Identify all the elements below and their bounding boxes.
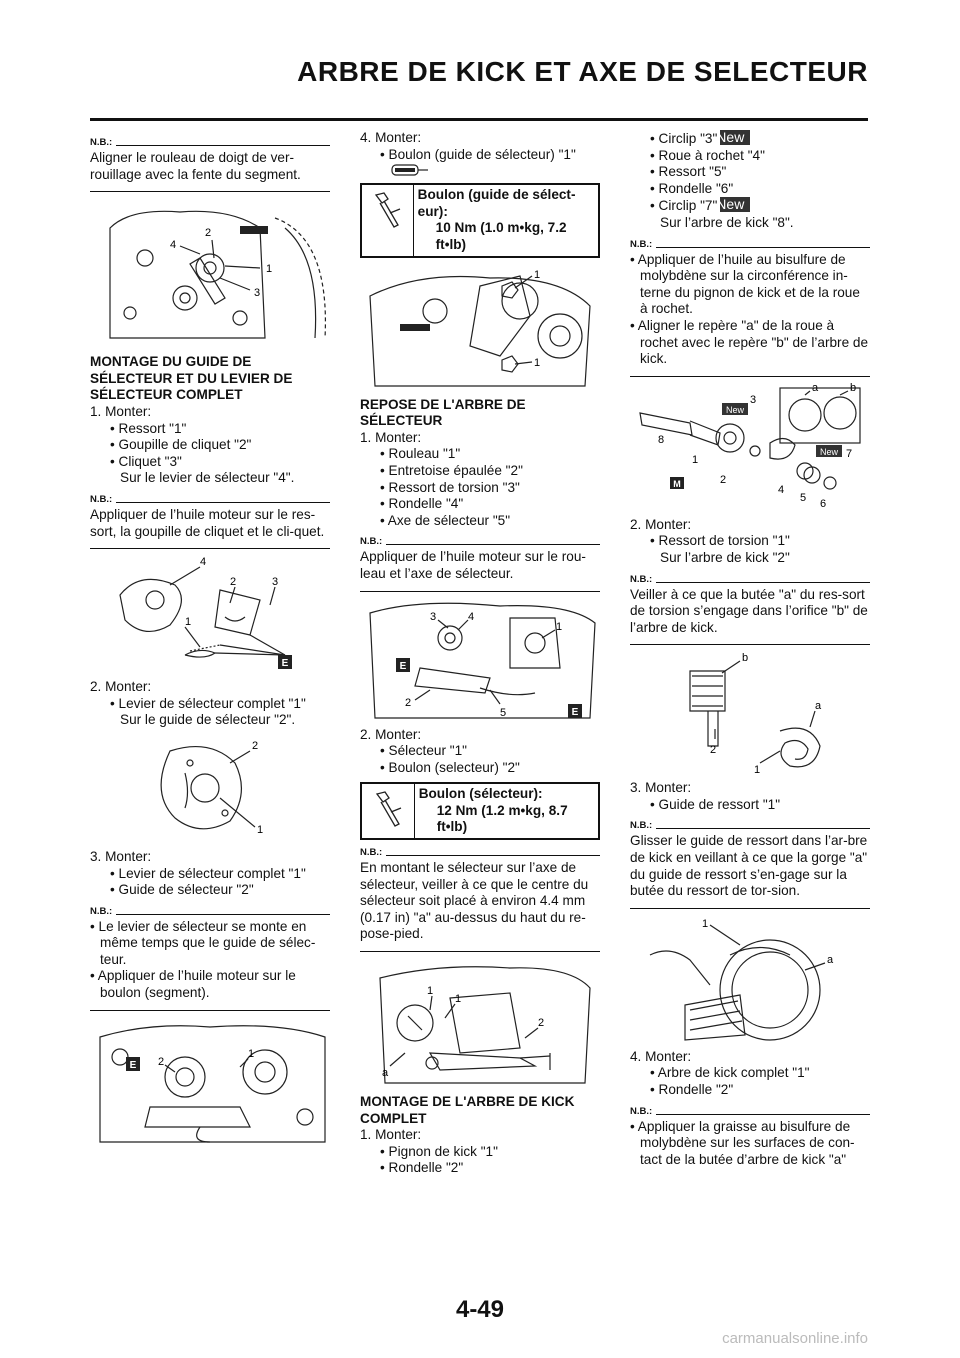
nb-text: En montant le sélecteur sur l’axe de sélecteur, veiller à ce que le centre du sélecteur soit placé à environ 4.4 mm (0.17 in) "a" au-dessus du haut du re-pose-pied. <box>360 860 589 942</box>
nb-text: Veiller à ce que la butée "a" du res-sort de torsion s’engage dans l’orifice "b" de l’arbre de kick. <box>630 586 868 635</box>
callout-b: b <box>850 382 857 394</box>
step-label: 1. Monter: <box>360 429 422 445</box>
step-label: 1. Monter: <box>360 1127 422 1143</box>
list-item: • Guide de ressort "1" <box>630 797 870 814</box>
list-item: • Arbre de kick complet "1" <box>630 1065 870 1082</box>
shift-guide-plate-figure <box>90 733 330 845</box>
callout-1: 1 <box>534 356 541 369</box>
callout-8: 8 <box>658 433 665 446</box>
torque-title: Boulon (guide de sélect-eur): <box>417 187 576 219</box>
callout-2: 2 <box>252 739 259 752</box>
callout-1: 1 <box>534 268 541 281</box>
nb-label: N.B.: <box>630 820 653 832</box>
sub-text: Sur l’arbre de kick "8". <box>660 214 794 230</box>
watermark: carmanualsonline.info <box>722 1330 868 1347</box>
nb-header <box>630 240 870 250</box>
torque-wrench-icon <box>371 788 405 828</box>
list-item: • Rondelle "2" <box>630 1082 870 1099</box>
nb-label: N.B.: <box>630 238 653 250</box>
list-item: • Levier de sélecteur complet "1" <box>90 696 330 713</box>
title-rule <box>90 118 868 121</box>
shift-guide-install-figure <box>90 1017 330 1147</box>
shift-pedal-figure <box>360 958 600 1088</box>
new-part-badge: New <box>819 446 839 457</box>
nb-list-item: • Appliquer la graisse au bisulfure de molybdène sur les surfaces de con-tact de la butée d’arbre de kick "a" <box>630 1119 870 1169</box>
divider <box>360 951 600 952</box>
section-heading: MONTAGE DE L'ARBRE DE KICK COMPLET <box>360 1094 575 1126</box>
nb-list-item: • Le levier de sélecteur se monte en même temps que le guide de sélec-teur. <box>90 919 330 969</box>
new-part-badge: New <box>720 130 750 145</box>
torque-value: 10 Nm (1.0 m•kg, 7.2 ft•lb) <box>435 220 567 252</box>
divider <box>630 908 870 909</box>
callout-1: 1 <box>427 985 434 998</box>
callout-6: 6 <box>820 497 827 510</box>
nb-header <box>630 575 870 585</box>
column-3 <box>630 130 870 1168</box>
callout-1: 1 <box>692 453 699 466</box>
shift-shaft-figure <box>360 598 600 723</box>
step-label: 2. Monter: <box>360 726 422 742</box>
list-item: • Roue à rochet "4" <box>630 148 870 165</box>
new-part-badge: New <box>725 404 745 415</box>
section-heading: REPOSE DE L'ARBRE DE SÉLECTEUR <box>360 396 526 429</box>
callout-1: 1 <box>185 616 192 629</box>
nb-label: N.B.: <box>90 493 113 505</box>
torque-box <box>360 782 600 840</box>
torque-title: Boulon (sélecteur): <box>418 786 543 802</box>
sub-text: Sur l’arbre de kick "2" <box>660 549 790 565</box>
list-item: • Ressort "5" <box>630 164 870 181</box>
shift-guide-bolt-figure <box>360 266 600 391</box>
callout-3: 3 <box>430 610 437 623</box>
callout-5: 5 <box>500 706 507 719</box>
nb-header <box>90 495 330 505</box>
callout-1: 1 <box>556 620 563 633</box>
step-label: 2. Monter: <box>90 679 152 695</box>
nb-text: Glisser le guide de ressort dans l’ar-bre de kick en veillant à ce que la gorge "a" du guide de ressort s’en-gage sur la butée du ressort de tor-sion. <box>630 833 868 899</box>
list-item: • Ressort "1" <box>90 421 330 438</box>
step-label: 4. Monter: <box>630 1048 692 1064</box>
list-item: • Circlip "3"New <box>630 130 870 148</box>
list-item: • Goupille de cliquet "2" <box>90 437 330 454</box>
shift-guide-figure <box>90 198 330 348</box>
nb-header <box>630 821 870 831</box>
callout-5: 5 <box>800 491 807 504</box>
callout-2: 2 <box>405 696 412 709</box>
page-title: ARBRE DE KICK ET AXE DE SELECTEUR <box>297 56 868 87</box>
callout-a: a <box>812 382 819 394</box>
step-label: 2. Monter: <box>630 516 692 532</box>
list-item: • Boulon (guide de sélecteur) "1" <box>360 147 600 164</box>
callout-2: 2 <box>538 1017 545 1030</box>
callout-2: 2 <box>710 744 717 757</box>
callout-2: 2 <box>158 1055 165 1068</box>
nb-header <box>90 138 330 148</box>
list-item: • Rondelle "4" <box>360 496 600 513</box>
column-2 <box>360 130 600 1177</box>
oil-e-icon: E <box>281 658 289 670</box>
list-item: • Pignon de kick "1" <box>360 1144 600 1161</box>
callout-2: 2 <box>230 576 237 589</box>
divider <box>90 191 330 192</box>
callout-3: 3 <box>272 576 279 589</box>
callout-2: 2 <box>720 473 727 486</box>
list-item: • Levier de sélecteur complet "1" <box>90 866 330 883</box>
spring-guide-figure <box>630 915 870 1045</box>
torque-box <box>360 183 600 257</box>
divider <box>90 1010 330 1011</box>
step-label: 1. Monter: <box>90 403 152 419</box>
callout-1: 1 <box>754 764 761 777</box>
callout-3: 3 <box>750 393 757 406</box>
callout-4: 4 <box>200 556 207 569</box>
callout-7: 7 <box>846 447 853 460</box>
nb-label: N.B.: <box>630 573 653 585</box>
nb-header <box>630 1107 870 1117</box>
nb-header <box>360 537 600 547</box>
callout-1: 1 <box>257 823 264 836</box>
new-part-badge: New <box>720 197 750 212</box>
list-item: • Sélecteur "1" <box>360 743 600 760</box>
nb-label: N.B.: <box>360 847 383 859</box>
column-1 <box>90 130 330 1151</box>
nb-list-item: • Appliquer de l’huile au bisulfure de molybdène sur la circonférence in-terne du pignon de kick et de la roue à rochet. <box>630 252 870 318</box>
nb-label: N.B.: <box>90 905 113 917</box>
callout-4: 4 <box>170 239 177 252</box>
callout-a: a <box>382 1067 389 1080</box>
callout-1: 1 <box>248 1047 255 1060</box>
kick-shaft-exploded-figure <box>630 383 870 513</box>
list-item: • Circlip "7"New <box>630 197 870 215</box>
nb-text: Appliquer de l’huile moteur sur le rou-leau et l’axe de sélecteur. <box>360 549 586 581</box>
callout-1: 1 <box>455 993 462 1006</box>
callout-3: 3 <box>254 287 261 300</box>
sub-text: Sur le levier de sélecteur "4". <box>120 470 295 486</box>
list-item: • Entretoise épaulée "2" <box>360 463 600 480</box>
torsion-spring-figure <box>630 651 870 776</box>
nb-header <box>360 848 600 858</box>
shift-lever-figure <box>90 555 330 675</box>
nb-label: N.B.: <box>90 137 113 148</box>
callout-4: 4 <box>778 483 785 496</box>
divider <box>630 644 870 645</box>
nb-text: Appliquer de l’huile moteur sur le res-sort, la goupille de cliquet et le cli-quet. <box>90 506 325 539</box>
callout-1: 1 <box>702 917 709 930</box>
callout-1: 1 <box>266 263 273 276</box>
step-label: 3. Monter: <box>630 780 692 796</box>
callout-4: 4 <box>468 610 475 623</box>
sub-text: Sur le guide de sélecteur "2". <box>120 712 296 728</box>
divider <box>630 376 870 377</box>
nb-list-item: • Aligner le repère "a" de la roue à rochet avec le repère "b" de l’arbre de kick. <box>630 318 870 368</box>
list-item: • Axe de sélecteur "5" <box>360 513 600 530</box>
nb-text: Aligner le rouleau de doigt de ver-rouillage avec la fente du segment. <box>90 150 301 182</box>
list-item: • Ressort de torsion "1" <box>630 533 870 550</box>
section-heading: MONTAGE DU GUIDE DE SÉLECTEUR ET DU LEVIER DE SÉLECTEUR COMPLET <box>90 354 293 403</box>
list-item: • Guide de sélecteur "2" <box>90 882 330 899</box>
divider <box>90 548 330 549</box>
step-label: 4. Monter: <box>360 130 422 145</box>
callout-a: a <box>815 700 822 713</box>
list-item: • Ressort de torsion "3" <box>360 480 600 497</box>
page-number: 4-49 <box>455 1296 505 1323</box>
oil-e-icon: E <box>399 660 407 672</box>
divider <box>360 591 600 592</box>
nb-list-item: • Appliquer de l’huile moteur sur le boulon (segment). <box>90 968 330 1001</box>
torque-value: 12 Nm (1.2 m•kg, 8.7 ft•lb) <box>436 802 568 835</box>
step-label: 3. Monter: <box>90 848 152 864</box>
list-item: • Cliquet "3" <box>90 454 330 471</box>
torque-wrench-icon <box>370 189 404 229</box>
nb-label: N.B.: <box>630 1105 653 1117</box>
oil-e-icon: E <box>129 1059 137 1071</box>
list-item: • Rondelle "2" <box>360 1160 600 1177</box>
oil-e-icon: E <box>571 706 579 718</box>
nb-label: N.B.: <box>360 536 383 548</box>
callout-a: a <box>827 953 834 966</box>
callout-2: 2 <box>204 227 212 240</box>
thread-lock-icon <box>390 163 430 177</box>
list-item: • Boulon (selecteur) "2" <box>360 760 600 777</box>
list-item: • Rouleau "1" <box>360 446 600 463</box>
moly-m-icon: M <box>673 478 681 489</box>
nb-header <box>90 907 330 917</box>
list-item: • Rondelle "6" <box>630 181 870 198</box>
callout-b: b <box>742 652 749 665</box>
